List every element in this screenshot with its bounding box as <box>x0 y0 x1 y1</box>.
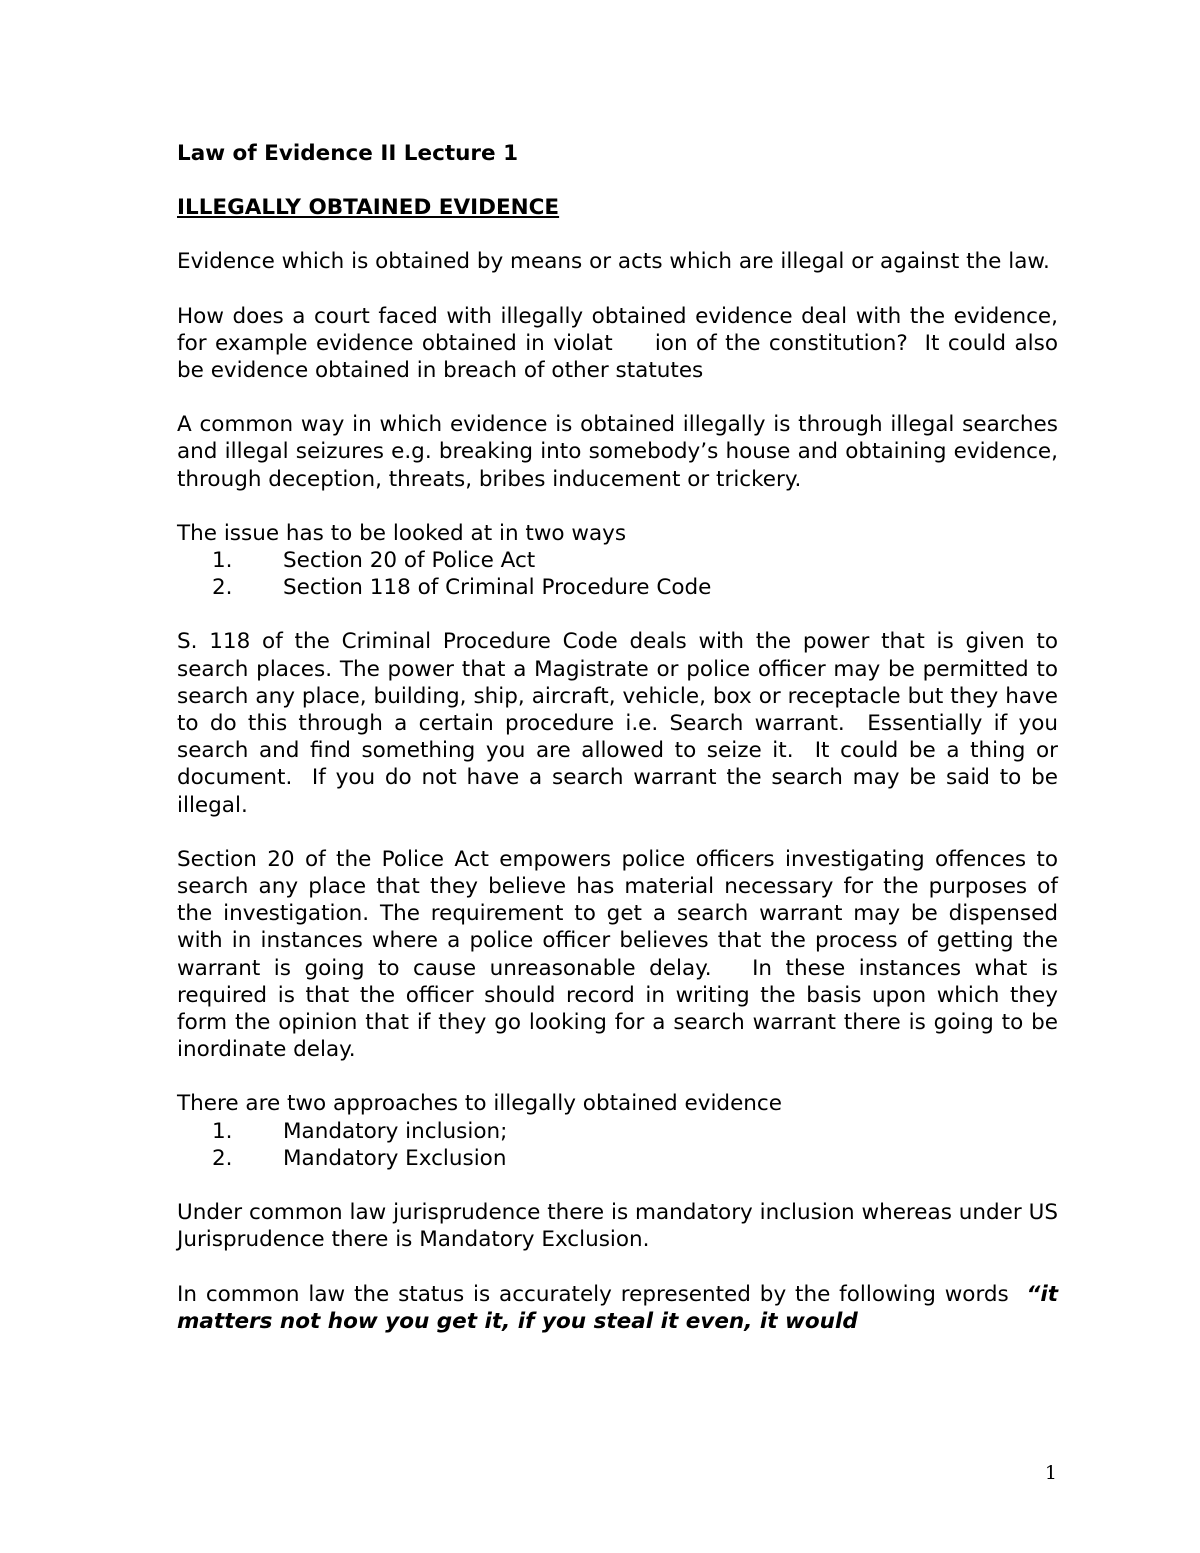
section-heading: ILLEGALLY OBTAINED EVIDENCE <box>177 195 560 221</box>
list-item <box>177 547 1058 574</box>
paragraph-court-question: How does a court faced with illegally obtained evidence deal with the evidence, for example evidence obtained in violat ion of the constitution? It could also be evidence obtained in breach of other statutes <box>177 303 1065 384</box>
page-number: 1 <box>1044 1462 1057 1484</box>
list-number: 2. <box>212 575 233 601</box>
list-item <box>177 574 1058 601</box>
paragraph-lead-text: In common law the status is accurately represented by the following words <box>177 1281 1027 1307</box>
document-title: Law of Evidence II Lecture 1 <box>177 141 519 166</box>
list-text: Section 20 of Police Act <box>283 548 536 574</box>
paragraph-common-law-status <box>177 1281 1066 1335</box>
paragraph-section-20: Section 20 of the Police Act empowers police officers investigating offences to search any place that they believe has material necessary for the purposes of the investigation. The requirement to get a search warrant may be dispensed with in instances where a police officer believes that the process of getting the warrant is going to cause unreasonable delay. In these instances what is required is that the officer should record in writing the basis upon which they form the opinion that if they go looking for a search warrant there is going to be inordinate delay. <box>177 846 1065 1063</box>
document-body <box>177 140 1066 1335</box>
paragraph-two-ways: The issue has to be looked at in two ways <box>177 520 627 546</box>
list-two-ways <box>177 547 1058 601</box>
list-number: 1. <box>212 548 233 574</box>
list-number: 2. <box>212 1145 233 1171</box>
paragraph-common-way: A common way in which evidence is obtained illegally is through illegal searches and illegal seizures e.g. breaking into somebody’s house and obtaining evidence, through deception, threats, bribes inducement or trickery. <box>177 412 1058 492</box>
list-text: Mandatory Exclusion <box>283 1145 507 1171</box>
list-item <box>177 1118 1058 1145</box>
list-text: Mandatory inclusion; <box>283 1118 508 1144</box>
list-item <box>177 1145 1058 1172</box>
paragraph-jurisprudence: Under common law jurisprudence there is mandatory inclusion whereas under US Jurisprudence there is Mandatory Exclusion. <box>177 1200 1058 1253</box>
list-approaches <box>177 1118 1058 1172</box>
list-text: Section 118 of Criminal Procedure Code <box>283 575 712 601</box>
quote-text: “it matters not how you get it, if you steal it even, it would <box>177 1281 1066 1334</box>
paragraph-two-approaches: There are two approaches to illegally obtained evidence <box>177 1091 782 1117</box>
paragraph-section-118: S. 118 of the Criminal Procedure Code deals with the power that is given to search places. The power that a Magistrate or police officer may be permitted to search any place, building, ship, aircraft, vehicle, box or receptacle but they have to do this through a certain procedure i.e. Search warrant. Essentially if you search and find something you are allowed to seize it. It could be a thing or document. If you do not have a search warrant the search may be said to be illegal. <box>177 629 1065 818</box>
list-number: 1. <box>212 1118 233 1144</box>
paragraph-definition: Evidence which is obtained by means or acts which are illegal or against the law. <box>177 249 1050 275</box>
